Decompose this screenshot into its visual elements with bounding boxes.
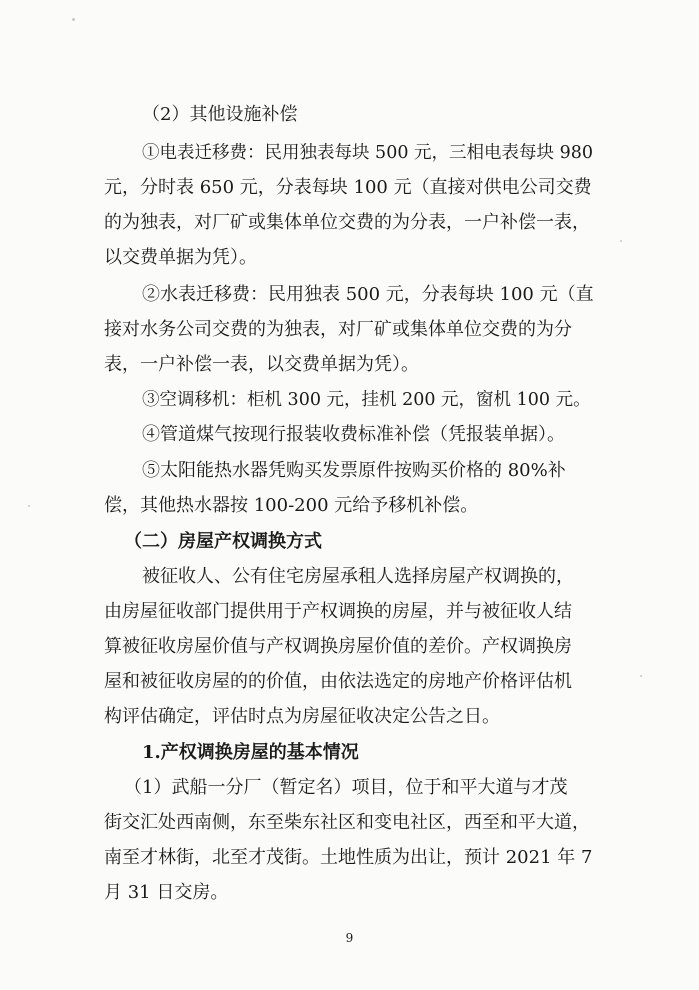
- scan-speck: [72, 18, 75, 21]
- scan-speck: [28, 505, 30, 507]
- paragraph-line: ④管道煤气按现行报装收费标准补偿（凭报装单据）。: [142, 424, 565, 445]
- paragraph-line: ②水表迁移费：民用独表 500 元，分表每块 100 元（直: [142, 284, 594, 305]
- section-heading-property-exchange: （二）房屋产权调换方式: [124, 531, 322, 552]
- scan-speck: [640, 675, 642, 677]
- paragraph-line: 屋和被征收房屋的的价值，由依法选定的房地产价格评估机: [104, 671, 572, 692]
- paragraph-line: （1）武船一分厂（暂定名）项目，位于和平大道与才茂: [124, 777, 568, 798]
- subsection-heading-other-facilities: （2）其他设施补偿: [142, 104, 298, 125]
- paragraph-line: 算被征收房屋价值与产权调换房屋价值的差价。产权调换房: [104, 636, 572, 657]
- paragraph-line: 街交汇处西南侧，东至柴东社区和变电社区，西至和平大道，: [104, 812, 590, 833]
- paragraph-line: 表，一户补偿一表，以交费单据为凭）。: [104, 354, 419, 375]
- paragraph-line: 南至才林街，北至才茂街。土地性质为出让，预计 2021 年 7: [104, 847, 593, 868]
- paragraph-line: ⑤太阳能热水器凭购买发票原件按购买价格的 80%补: [142, 460, 566, 481]
- page-number: 9: [345, 931, 354, 945]
- paragraph-line: 元，分时表 650 元，分表每块 100 元（直接对供电公司交费: [104, 177, 592, 198]
- paragraph-line: 以交费单据为凭）。: [104, 247, 257, 268]
- paragraph-line: 月 31 日交房。: [104, 882, 229, 903]
- paragraph-line: ③空调移机：柜机 300 元，挂机 200 元，窗机 100 元。: [142, 390, 591, 410]
- scan-speck: [620, 240, 622, 242]
- paragraph-line: 的为独表，对厂矿或集体单位交费的为分表，一户补偿一表，: [104, 212, 590, 233]
- paragraph-line: 接对水务公司交费的为独表，对厂矿或集体单位交费的为分: [104, 319, 572, 340]
- paragraph-line: 由房屋征收部门提供用于产权调换的房屋，并与被征收人结: [104, 601, 572, 622]
- paragraph-line: 偿，其他热水器按 100-200 元给予移机补偿。: [104, 495, 479, 516]
- paragraph-line: ①电表迁移费：民用独表每块 500 元，三相电表每块 980: [142, 143, 593, 163]
- subsection-heading-exchange-house: 1.产权调换房屋的基本情况: [142, 742, 359, 763]
- paragraph-line: 被征收人、公有住宅房屋承租人选择房屋产权调换的，: [142, 566, 574, 587]
- paragraph-line: 构评估确定，评估时点为房屋征收决定公告之日。: [104, 706, 500, 727]
